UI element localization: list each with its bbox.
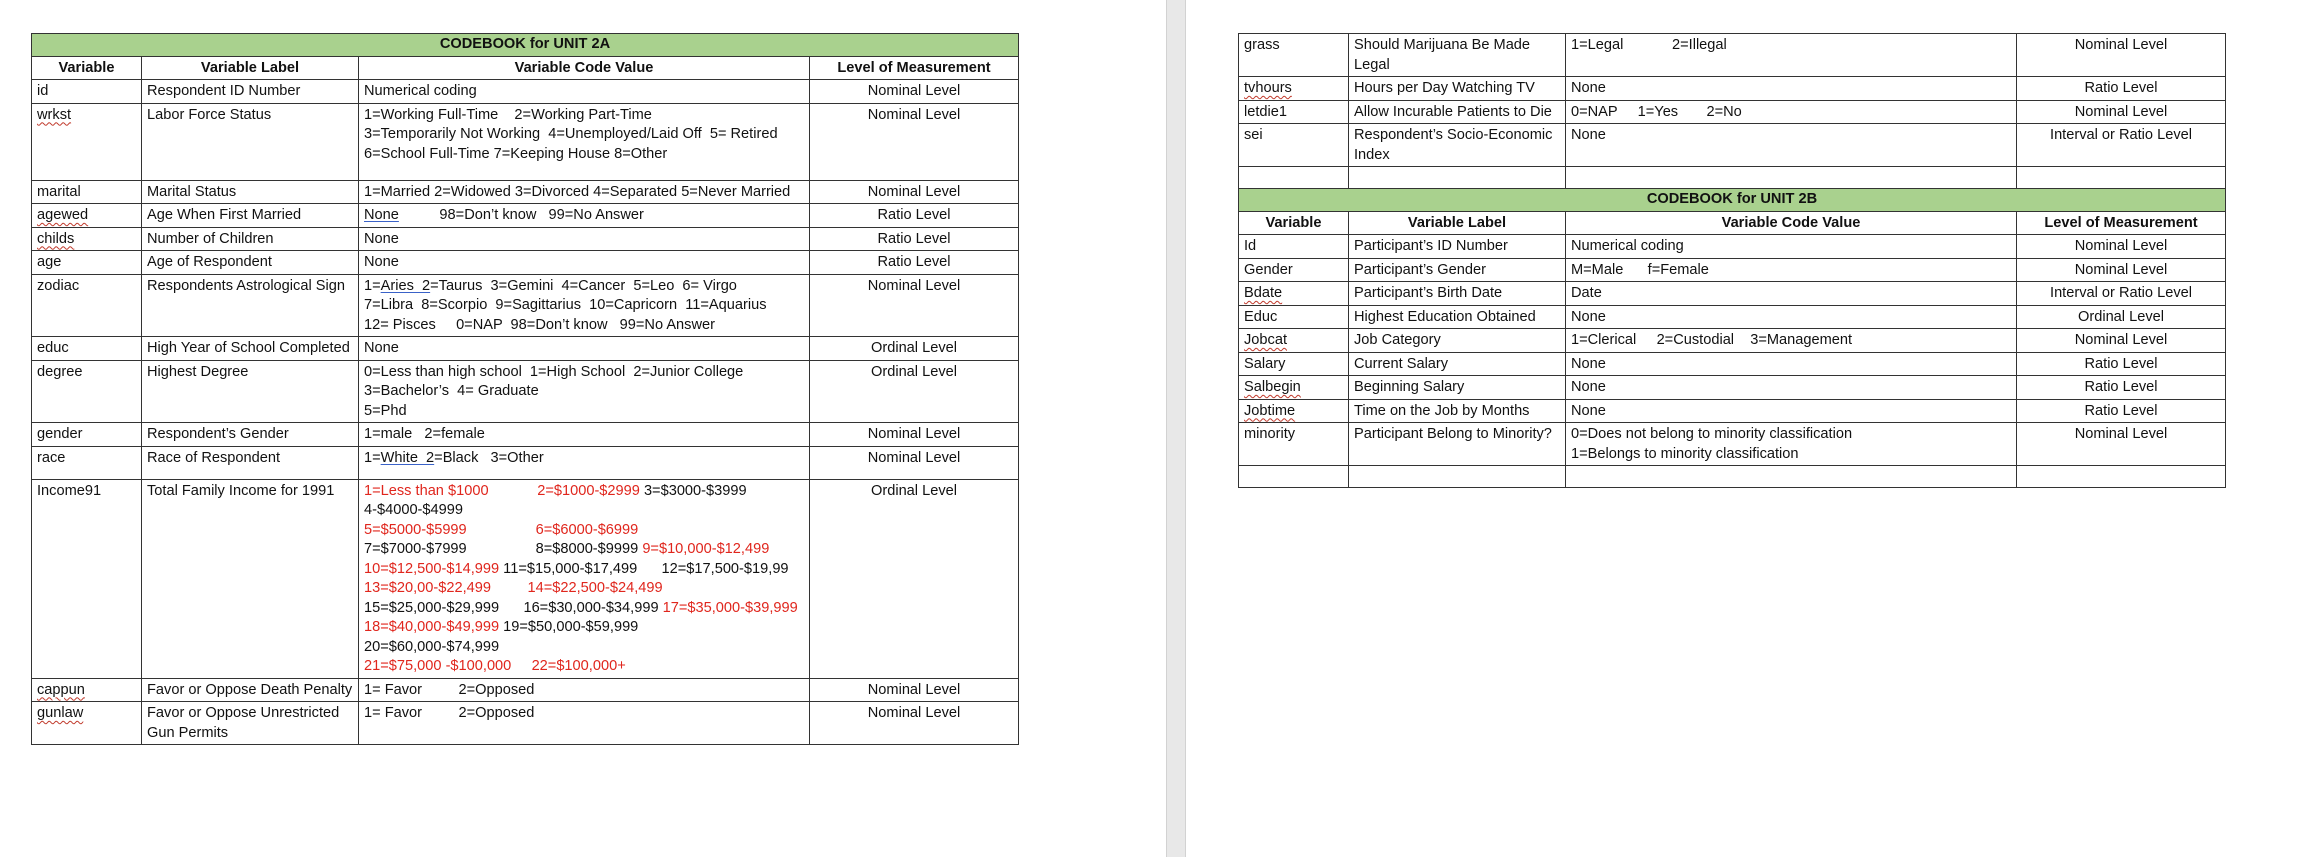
- code-cell: M=Male f=Female: [1566, 258, 2017, 282]
- label-cell: Should Marijuana Be Made Legal: [1349, 34, 1566, 77]
- level-cell: Nominal Level: [810, 678, 1019, 702]
- code-cell: None: [1566, 376, 2017, 400]
- level-cell: Nominal Level: [810, 274, 1019, 337]
- label-cell: Marital Status: [142, 180, 359, 204]
- code-cell: 1=Clerical 2=Custodial 3=Management: [1566, 329, 2017, 353]
- code-part: None: [364, 207, 399, 223]
- variable-cell: educ: [32, 337, 142, 361]
- label-cell: Participant’s ID Number: [1349, 235, 1566, 259]
- label-cell: Favor or Oppose Unrestricted Gun Permits: [142, 702, 359, 745]
- table-row: [32, 446, 1019, 479]
- level-cell: Ratio Level: [810, 227, 1019, 251]
- header-variable-code-value: Variable Code Value: [1566, 211, 2017, 235]
- empty-cell: [2017, 167, 2226, 189]
- variable-cell: id: [32, 80, 142, 104]
- empty-row: [1239, 466, 2226, 488]
- income-code-segment: 14=$22,500-$24,499: [527, 580, 663, 596]
- codebook-2a-title-row: [32, 34, 1019, 57]
- table-row: [1239, 352, 2226, 376]
- income-code-segment: 13=$20,00-$22,499: [364, 580, 492, 596]
- level-cell: Ratio Level: [2017, 352, 2226, 376]
- page-gutter: [1166, 0, 1186, 857]
- income-code-segment: 19=$50,000-$59,999 20=$60,000-$74,999: [364, 619, 639, 655]
- label-cell: Labor Force Status: [142, 103, 359, 180]
- empty-cell: [1566, 466, 2017, 488]
- table-row: [1239, 423, 2226, 466]
- variable-cell: race: [32, 446, 142, 479]
- level-cell: Ratio Level: [2017, 399, 2226, 423]
- income-code-segment: 2=$1000-$2999: [537, 482, 640, 499]
- codebook-2a-table: [31, 33, 1019, 745]
- table-row: [1239, 235, 2226, 259]
- variable-name: wrkst: [37, 106, 72, 123]
- label-cell: Age When First Married: [142, 204, 359, 228]
- level-cell: Ordinal Level: [810, 337, 1019, 361]
- income-code-segment: 9=$10,000-$12,499 10=$12,500-$14,999: [364, 541, 770, 577]
- code-cell: None: [1566, 124, 2017, 167]
- income-code-segment: [489, 483, 538, 499]
- variable-cell: [32, 702, 142, 745]
- label-cell: Number of Children: [142, 227, 359, 251]
- income-code-segment: [467, 522, 536, 538]
- empty-row: [1239, 167, 2226, 189]
- table-row: [32, 274, 1019, 337]
- level-cell: Nominal Level: [810, 103, 1019, 180]
- level-cell: Nominal Level: [2017, 34, 2226, 77]
- code-part: White 2: [380, 449, 435, 466]
- code-part: 1=: [364, 449, 381, 466]
- empty-cell: [1349, 167, 1566, 189]
- table-row: [32, 251, 1019, 275]
- header-row: [32, 56, 1019, 80]
- variable-cell: Income91: [32, 479, 142, 678]
- label-cell: Favor or Oppose Death Penalty: [142, 678, 359, 702]
- table-row: [1239, 34, 2226, 77]
- label-cell: Beginning Salary: [1349, 376, 1566, 400]
- level-cell: Nominal Level: [810, 180, 1019, 204]
- table-row: [32, 204, 1019, 228]
- income-code-segment: 11=$15,000-$17,499 12=$17,500-$19,99: [499, 560, 793, 577]
- level-cell: Ratio Level: [810, 251, 1019, 275]
- variable-cell: sei: [1239, 124, 1349, 167]
- table-row: [32, 423, 1019, 447]
- variable-name: Jobtime: [1244, 402, 1296, 419]
- income-code-segment: 21=$75,000 -$100,000 22=$100,000+: [364, 658, 626, 674]
- level-cell: Ordinal Level: [2017, 305, 2226, 329]
- variable-cell: Salary: [1239, 352, 1349, 376]
- label-cell: Respondent’s Socio-Economic Index: [1349, 124, 1566, 167]
- variable-cell: Id: [1239, 235, 1349, 259]
- label-cell: Hours per Day Watching TV: [1349, 77, 1566, 101]
- level-cell: Interval or Ratio Level: [2017, 124, 2226, 167]
- code-part: 1=: [364, 277, 381, 294]
- label-cell: Race of Respondent: [142, 446, 359, 479]
- table-row: [32, 180, 1019, 204]
- variable-name: Salbegin: [1244, 379, 1301, 395]
- header-variable: Variable: [1239, 211, 1349, 235]
- level-cell: Nominal Level: [810, 80, 1019, 104]
- variable-cell: minority: [1239, 423, 1349, 466]
- header-variable: Variable: [32, 56, 142, 80]
- label-cell: Respondent’s Gender: [142, 423, 359, 447]
- header-level-of-measurement: Level of Measurement: [2017, 211, 2226, 235]
- income-code-segment: [491, 580, 528, 596]
- code-cell: 1=Working Full-Time 2=Working Part-Time 3=Temporarily Not Working 4=Unemployed/Laid Off 5= Retired 6=School Full-Time 7=Keeping House 8=Other: [359, 103, 810, 180]
- code-cell: 0=Less than high school 1=High School 2=Junior College 3=Bachelor’s 4= Graduate 5=Phd: [359, 360, 810, 423]
- header-row: [1239, 211, 2226, 235]
- label-cell: Highest Education Obtained: [1349, 305, 1566, 329]
- level-cell: Ratio Level: [2017, 77, 2226, 101]
- label-cell: Job Category: [1349, 329, 1566, 353]
- label-cell: Participant Belong to Minority?: [1349, 423, 1566, 466]
- code-cell: None: [1566, 77, 2017, 101]
- code-cell: 0=NAP 1=Yes 2=No: [1566, 100, 2017, 124]
- table-row: [1239, 100, 2226, 124]
- code-cell: None: [1566, 305, 2017, 329]
- code-cell: 0=Does not belong to minority classification 1=Belongs to minority classification: [1566, 423, 2017, 466]
- label-cell: Participant’s Birth Date: [1349, 282, 1566, 306]
- label-cell: Total Family Income for 1991: [142, 479, 359, 678]
- variable-cell: age: [32, 251, 142, 275]
- table-row: [32, 702, 1019, 745]
- label-cell: Participant’s Gender: [1349, 258, 1566, 282]
- table-row: [1239, 376, 2226, 400]
- variable-name: gunlaw: [37, 705, 84, 721]
- table-row: [32, 103, 1019, 180]
- level-cell: Ordinal Level: [810, 360, 1019, 423]
- header-level-of-measurement: Level of Measurement: [810, 56, 1019, 80]
- variable-cell: Gender: [1239, 258, 1349, 282]
- table-row: [32, 678, 1019, 702]
- variable-cell: [1239, 77, 1349, 101]
- label-cell: High Year of School Completed: [142, 337, 359, 361]
- table-row: [1239, 124, 2226, 167]
- label-cell: Current Salary: [1349, 352, 1566, 376]
- table-row: [1239, 282, 2226, 306]
- code-cell: None: [359, 337, 810, 361]
- variable-name: Jobcat: [1244, 332, 1287, 348]
- variable-cell: [32, 678, 142, 702]
- income-code-segment: 5=$5000-$5999: [364, 521, 467, 538]
- table-row: [1239, 329, 2226, 353]
- label-cell: Time on the Job by Months: [1349, 399, 1566, 423]
- code-cell: [359, 446, 810, 479]
- code-cell: 1= Favor 2=Opposed: [359, 678, 810, 702]
- label-cell: Highest Degree: [142, 360, 359, 423]
- variable-name: cappun: [37, 681, 85, 698]
- level-cell: Interval or Ratio Level: [2017, 282, 2226, 306]
- income-code-segment: 6=$6000-$6999: [535, 521, 639, 538]
- variable-cell: Educ: [1239, 305, 1349, 329]
- codebook-2b-title: CODEBOOK for UNIT 2B: [1239, 189, 2226, 212]
- table-row: [32, 479, 1019, 678]
- codebook-tables-continued: [1238, 33, 2226, 488]
- variable-cell: [1239, 282, 1349, 306]
- variable-cell: gender: [32, 423, 142, 447]
- codebook-2b-title-row: [1239, 189, 2226, 212]
- code-part: =Black 3=Other: [434, 449, 544, 466]
- label-cell: Allow Incurable Patients to Die: [1349, 100, 1566, 124]
- level-cell: Nominal Level: [810, 702, 1019, 745]
- header-variable-label: Variable Label: [1349, 211, 1566, 235]
- variable-name: tvhours: [1244, 80, 1292, 96]
- variable-cell: [1239, 399, 1349, 423]
- table-row: [1239, 305, 2226, 329]
- code-cell: 1=Legal 2=Illegal: [1566, 34, 2017, 77]
- level-cell: Nominal Level: [2017, 235, 2226, 259]
- code-cell: Numerical coding: [359, 80, 810, 104]
- variable-cell: letdie1: [1239, 100, 1349, 124]
- code-cell: None: [1566, 352, 2017, 376]
- label-cell: Age of Respondent: [142, 251, 359, 275]
- code-cell: Date: [1566, 282, 2017, 306]
- empty-cell: [2017, 466, 2226, 488]
- variable-name: Bdate: [1244, 285, 1283, 301]
- level-cell: Nominal Level: [810, 446, 1019, 479]
- table-row: [32, 360, 1019, 423]
- level-cell: Nominal Level: [810, 423, 1019, 447]
- document-page-2: [1186, 0, 2321, 857]
- table-row: [1239, 258, 2226, 282]
- variable-cell: marital: [32, 180, 142, 204]
- empty-cell: [1349, 466, 1566, 488]
- table-row: [32, 80, 1019, 104]
- code-part: =Taurus 3=Gemini 4=Cancer 5=Leo 6= Virgo 7=Libra 8=Scorpio 9=Sagittarius 10=Capricorn 11=Aquarius 12= Pisces 0=NAP 98=Don’t know 99=No Answer: [364, 277, 767, 333]
- variable-cell: [1239, 376, 1349, 400]
- code-part: Aries 2: [380, 277, 431, 294]
- income-code-segment: 15=$25,000-$29,999 16=$30,000-$34,999: [364, 599, 659, 616]
- code-cell: [359, 479, 823, 678]
- variable-cell: zodiac: [32, 274, 142, 337]
- variable-cell: [32, 204, 142, 228]
- label-cell: Respondent ID Number: [142, 80, 359, 104]
- label-cell: Respondents Astrological Sign: [142, 274, 359, 337]
- variable-name: agewed: [37, 207, 89, 223]
- level-cell: Ratio Level: [810, 204, 1019, 228]
- empty-cell: [1566, 167, 2017, 189]
- header-variable-label: Variable Label: [142, 56, 359, 80]
- variable-name: childs: [37, 230, 75, 247]
- level-cell: Ordinal Level: [810, 479, 1019, 678]
- level-cell: Nominal Level: [2017, 329, 2226, 353]
- variable-cell: [1239, 329, 1349, 353]
- variable-cell: [32, 103, 142, 180]
- code-cell: Numerical coding: [1566, 235, 2017, 259]
- variable-cell: grass: [1239, 34, 1349, 77]
- code-cell: None: [359, 227, 810, 251]
- code-cell: [359, 274, 810, 337]
- table-row: [1239, 399, 2226, 423]
- income-code-segment: 17=$35,000-$39,999 18=$40,000-$49,999: [364, 599, 823, 635]
- code-cell: 1= Favor 2=Opposed: [359, 702, 810, 745]
- level-cell: Nominal Level: [2017, 423, 2226, 466]
- code-cell: 1=male 2=female: [359, 423, 810, 447]
- level-cell: Nominal Level: [2017, 100, 2226, 124]
- variable-cell: [32, 227, 142, 251]
- empty-cell: [1239, 466, 1349, 488]
- code-cell: None: [1566, 399, 2017, 423]
- code-cell: None: [359, 251, 810, 275]
- header-variable-code-value: Variable Code Value: [359, 56, 810, 80]
- codebook-2a-title: CODEBOOK for UNIT 2A: [32, 34, 1019, 57]
- income-code-segment: 7=$7000-$7999 8=$8000-$9999: [364, 541, 639, 557]
- income-code-segment: 3=$3000-$3999 4-$4000-$4999: [364, 482, 747, 518]
- code-cell: 1=Married 2=Widowed 3=Divorced 4=Separated 5=Never Married: [359, 180, 810, 204]
- table-row: [32, 227, 1019, 251]
- level-cell: Ratio Level: [2017, 376, 2226, 400]
- income-code-segment: 1=Less than $1000: [364, 482, 489, 499]
- empty-cell: [1239, 167, 1349, 189]
- code-part: 98=Don’t know 99=No Answer: [398, 207, 644, 223]
- code-cell: [359, 204, 810, 228]
- table-row: [32, 337, 1019, 361]
- variable-cell: degree: [32, 360, 142, 423]
- level-cell: Nominal Level: [2017, 258, 2226, 282]
- table-row: [1239, 77, 2226, 101]
